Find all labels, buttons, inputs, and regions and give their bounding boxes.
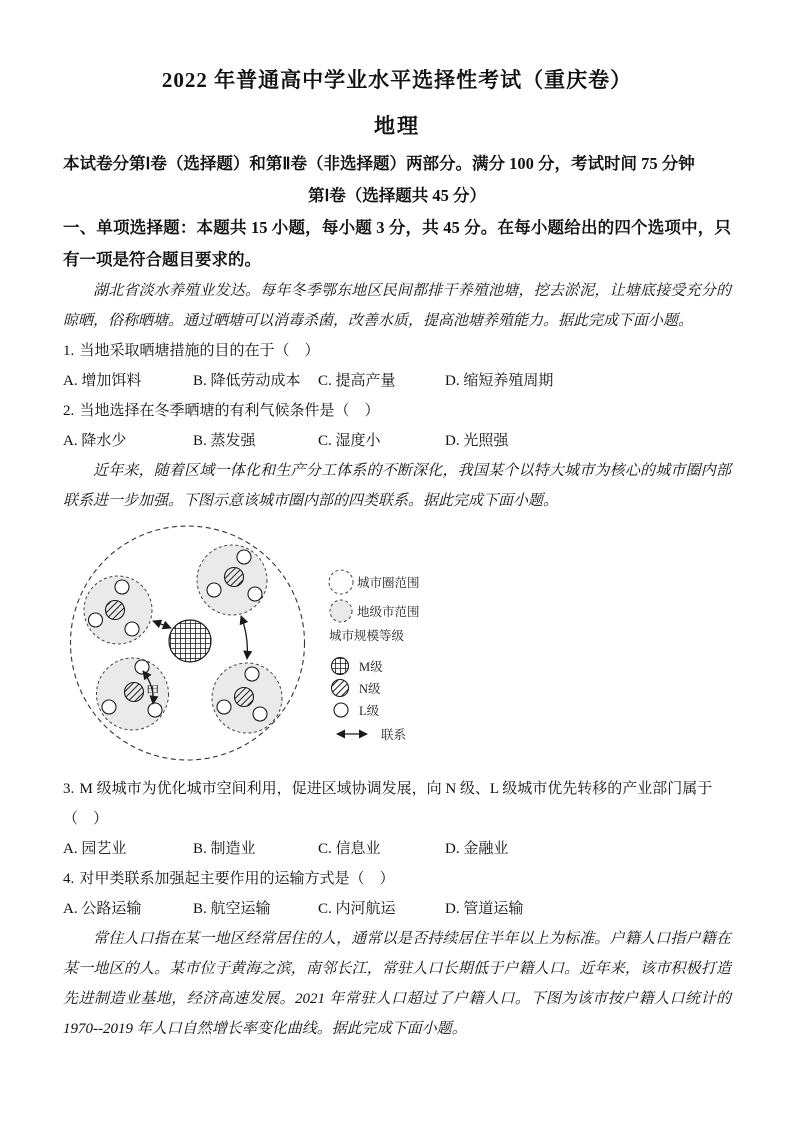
city-circle-diagram — [63, 516, 731, 774]
question-1-option-a: A. 增加饵料 — [63, 373, 142, 389]
legend-n-level-label: N级 — [359, 682, 381, 696]
question-2-option-c: C. 湿度小 — [318, 433, 381, 449]
legend-m-level-icon — [332, 658, 349, 675]
m-level-city — [169, 620, 211, 662]
exam-title: 2022 年普通高中学业水平选择性考试（重庆卷） — [161, 68, 633, 92]
n-city-top-right — [225, 568, 244, 587]
legend-prefecture-label: 地级市范围 — [357, 605, 420, 619]
question-1-options — [63, 366, 731, 396]
question-3-option-d: D. 金融业 — [445, 841, 509, 857]
question-3-stem — [63, 774, 731, 834]
question-4-text: 对甲类联系加强起主要作用的运输方式是（ ） — [79, 871, 395, 887]
question-3-number: 3. — [63, 781, 75, 797]
question-1-text: 当地采取晒塘措施的目的在于（ ） — [79, 343, 320, 359]
part1-heading: 第Ⅰ卷（选择题共 45 分） — [307, 186, 487, 205]
exam-subject: 地理 — [374, 114, 420, 138]
question-1-stem — [63, 336, 731, 366]
question-4-option-c: C. 内河航运 — [318, 901, 396, 917]
question-2-stem — [63, 396, 731, 426]
question-1-option-c: C. 提高产量 — [318, 373, 396, 389]
diagram-legend — [329, 570, 420, 742]
question-1-option-b: B. 降低劳动成本 — [193, 373, 301, 389]
passage-population: 常住人口指在某一地区经常居住的人，通常以是否持续居住半年以上为标准。户籍人口指户籍在某一地区的人。某市位于黄海之滨，南邻长江，常驻人口长期低于户籍人口。近年来，该市积极打造先进制造业基地，经济高速发展。2021 年常驻人口超过了户籍人口。下图为该市按户籍人口统计的 1970--2019 年人口自然增长率变化曲线。据此完成下面小题。 — [63, 931, 731, 1037]
question-3-option-b: B. 制造业 — [193, 841, 256, 857]
legend-l-level-label: L级 — [359, 704, 380, 718]
passage-pond-drying: 湖北省淡水养殖业发达。每年冬季鄂东地区民间都排干养殖池塘，挖去淤泥，让塘底接受充分的晾晒，俗称晒塘。通过晒塘可以消毒杀菌，改善水质，提高池塘养殖能力。据此完成下面小题。 — [63, 283, 731, 329]
n-city-bottom-right — [235, 688, 254, 707]
question-1-number: 1. — [63, 343, 75, 359]
question-4-stem — [63, 864, 731, 894]
city-circle-diagram-svg — [63, 516, 483, 774]
question-3-option-c: C. 信息业 — [318, 841, 381, 857]
question-2-options — [63, 426, 731, 456]
n-city-bottom-left — [125, 683, 144, 702]
question-4-option-d: D. 管道运输 — [445, 901, 524, 917]
question-4-option-a: A. 公路运输 — [63, 901, 142, 917]
link-m-to-prefecture — [153, 621, 171, 628]
question-3-option-a: A. 园艺业 — [63, 841, 127, 857]
legend-city-circle-label: 城市圈范围 — [357, 576, 420, 590]
question-2-option-d: D. 光照强 — [445, 433, 509, 449]
legend-city-circle-icon — [329, 570, 353, 594]
question-2-option-a: A. 降水少 — [63, 433, 127, 449]
question-2-text: 当地选择在冬季晒塘的有利气候条件是（ ） — [79, 403, 380, 419]
question-4-options — [63, 894, 731, 924]
legend-l-level-icon — [334, 703, 348, 717]
question-2-number: 2. — [63, 403, 75, 419]
legend-scale-title: 城市规模等级 — [329, 629, 405, 643]
question-3-text: M 级城市为优化城市空间利用，促进区域协调发展，向 N 级、L 级城市优先转移的产业部门属于（ ） — [63, 781, 713, 827]
legend-m-level-label: M级 — [359, 660, 383, 674]
passage-city-circle: 近年来，随着区域一体化和生产分工体系的不断深化，我国某个以特大城市为核心的城市圈内部联系进一步加强。下图示意该城市圈内部的四类联系。据此完成下面小题。 — [63, 463, 731, 509]
question-1-option-d: D. 缩短养殖周期 — [445, 373, 554, 389]
legend-link-label: 联系 — [381, 728, 407, 742]
legend-n-level-icon — [332, 680, 349, 697]
legend-prefecture-icon — [330, 600, 352, 622]
link-prefecture-to-prefecture — [241, 616, 247, 659]
question-4-number: 4. — [63, 871, 75, 887]
jia-label: 甲 — [146, 684, 160, 699]
section1-heading: 一、单项选择题：本题共 15 小题，每小题 3 分，共 45 分。在每小题给出的四个选项中，只有一项是符合题目要求的。 — [63, 218, 731, 269]
question-2-option-b: B. 蒸发强 — [193, 433, 256, 449]
question-3-options — [63, 834, 731, 864]
exam-info-line: 本试卷分第Ⅰ卷（选择题）和第Ⅱ卷（非选择题）两部分。满分 100 分，考试时间 75 分钟 — [63, 154, 695, 173]
n-city-top-left — [106, 601, 125, 620]
question-4-option-b: B. 航空运输 — [193, 901, 271, 917]
